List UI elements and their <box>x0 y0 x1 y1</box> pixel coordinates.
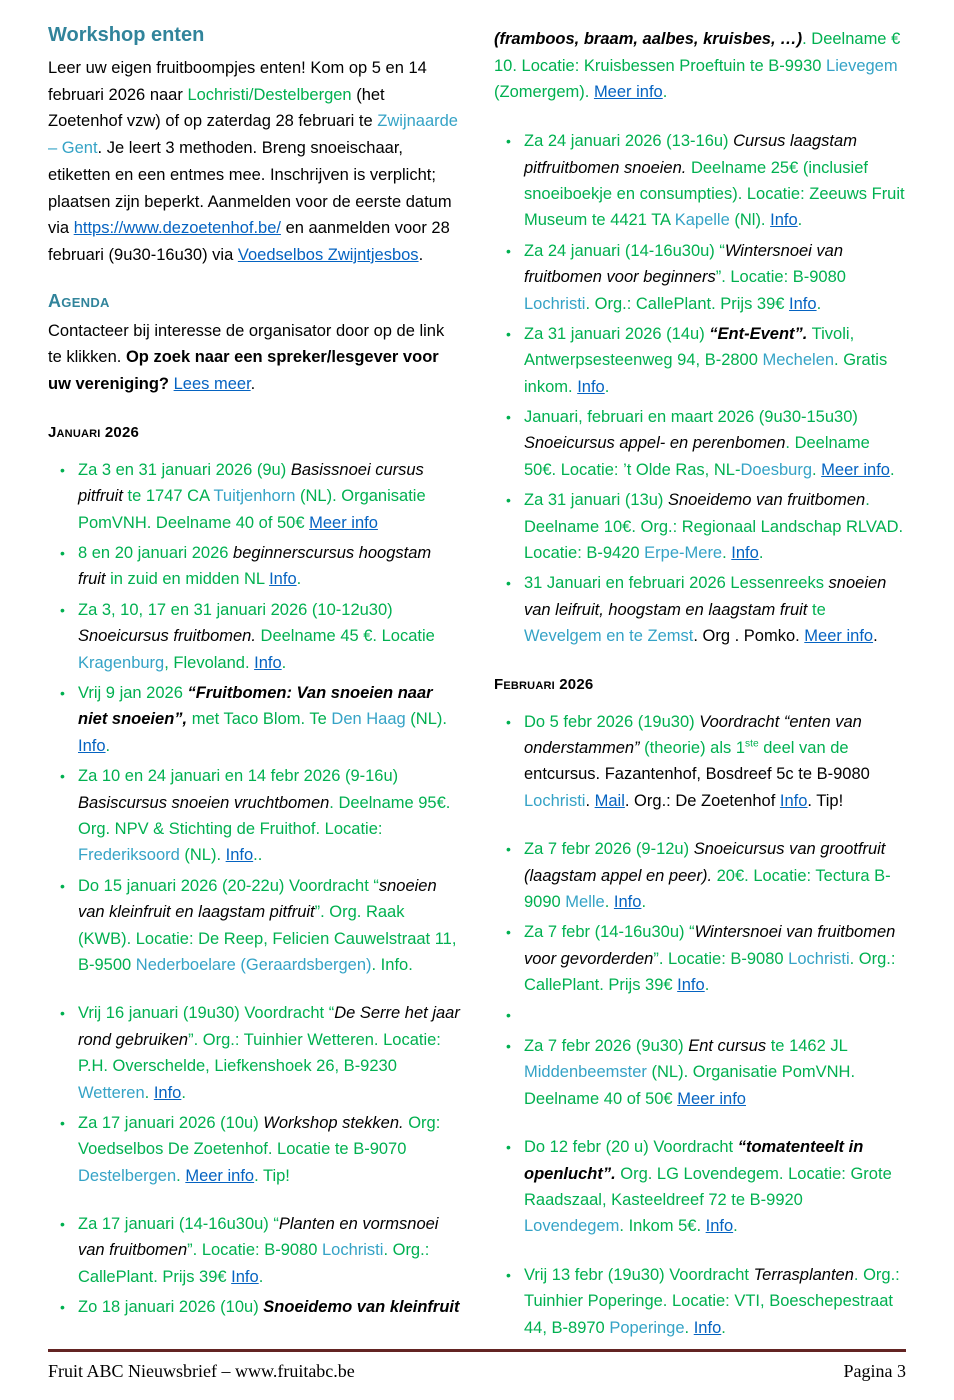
text-segment: . <box>704 976 710 995</box>
agenda-item-text <box>78 763 460 869</box>
bullet-icon: • <box>506 1007 511 1024</box>
text-segment: Wintersnoei van fruitbomen voor beginners <box>524 241 844 287</box>
text-segment: , Flevoland. <box>164 653 255 672</box>
agenda-item-text <box>78 1000 460 1106</box>
text-segment: en aanmelden voor 28 februari (9u30-16u30) via <box>48 219 450 265</box>
text-segment: Januari, februari en maart 2026 (9u30-15u30) <box>524 408 858 427</box>
text-segment: . Org.: CallePlant. Prijs 39€ <box>524 949 896 995</box>
text-segment: .. <box>253 846 263 865</box>
agenda-item <box>494 1262 906 1341</box>
agenda-item <box>48 763 460 869</box>
text-segment: . <box>604 892 614 911</box>
februari-list <box>494 709 906 1341</box>
text-segment: . Org.: CallePlant. Prijs 39€ <box>78 1241 430 1286</box>
bullet-icon: • <box>506 242 511 259</box>
agenda-item-text <box>524 487 906 566</box>
link[interactable]: Meer info <box>804 627 874 646</box>
text-segment: Kapelle <box>674 211 730 230</box>
text-segment: Za 7 febr 2026 (9u30) <box>524 1037 689 1056</box>
text-segment: beginnerscursus hoogstam fruit <box>78 544 432 589</box>
text-segment: te 1747 CA <box>122 487 214 506</box>
agenda-item <box>48 1211 460 1290</box>
agenda-paragraph <box>48 318 460 398</box>
bullet-icon: • <box>60 461 65 478</box>
text-segment: Middenbeemster <box>524 1063 647 1082</box>
text-segment: Do 12 febr (20 u) Voordracht <box>524 1138 738 1157</box>
agenda-item <box>48 457 460 536</box>
bullet-icon: • <box>506 841 511 858</box>
text-segment: (NL). Organisatie PomVNH. Deelname 40 of 50€ <box>78 487 426 532</box>
agenda-item-text <box>78 1211 460 1290</box>
text-segment: ”. Locatie: B-9080 <box>653 949 789 968</box>
text-segment: Workshop stekken. <box>263 1113 404 1132</box>
text-segment: ”. Locatie: B-9080 <box>715 268 846 287</box>
text-segment: 31 Januari en februari 2026 Lessenreeks <box>524 574 829 593</box>
text-segment: Za 3 en 31 januari 2026 (9u) <box>78 460 291 479</box>
januari-list-left <box>48 457 460 1321</box>
agenda-item-text <box>524 836 906 915</box>
text-segment: Deelname 45 €. Locatie <box>255 627 435 646</box>
text-segment: . Je leert 3 methoden. Breng snoeischaar, etiketten en een entmes mee. Inschrijven is verplicht; plaatsen zijn beperkt. Aanmelden voor de eerste datum via <box>48 139 452 238</box>
text-segment: Vrij 9 jan 2026 <box>78 684 188 703</box>
link[interactable]: https://www.dezoetenhof.be/ <box>73 219 281 238</box>
bullet-icon: • <box>60 545 65 562</box>
agenda-item <box>494 1033 906 1112</box>
text-segment: (framboos, braam, aalbes, kruisbes, …) <box>494 30 803 48</box>
text-segment: Lochristi <box>321 1241 384 1260</box>
text-segment: (het Zoetenhof vzw) of op zaterdag 28 februari te <box>48 85 385 131</box>
text-segment: . <box>604 377 610 396</box>
text-segment: Snoeidemo van kleinfruit <box>263 1298 460 1317</box>
text-segment: Poperinge <box>609 1318 685 1337</box>
agenda-item <box>494 404 906 483</box>
text-segment: (theorie) als 1 <box>639 738 746 757</box>
text-segment: snoeien van leifruit, hoogstam en laagstam fruit <box>524 574 887 619</box>
agenda-item-text <box>78 540 460 593</box>
text-segment: “tomatenteelt in openlucht”. <box>524 1138 864 1183</box>
text-segment: . Org.: De Zoetenhof <box>624 791 780 810</box>
agenda-item-text <box>78 1110 460 1189</box>
bullet-icon: • <box>60 1216 65 1233</box>
agenda-item-text <box>524 1002 906 1029</box>
text-segment: . <box>585 791 595 810</box>
text-segment: . <box>250 375 256 394</box>
bullet-icon: • <box>60 1299 65 1316</box>
link[interactable]: Meer info <box>593 83 663 102</box>
link[interactable]: Lees meer <box>173 375 251 394</box>
text-segment: Mechelen <box>762 351 835 370</box>
text-segment: . Info. <box>371 955 413 974</box>
text-segment: snoeien van kleinfruit en laagstam pitfruit <box>78 876 437 922</box>
text-segment: . <box>873 627 878 646</box>
left-column <box>48 16 460 1345</box>
text-segment: Melle <box>565 892 605 911</box>
agenda-item-text <box>78 597 460 676</box>
text-segment: Leer uw eigen fruitboompjes enten! Kom op 5 en 14 februari 2026 naar <box>48 59 427 104</box>
text-segment: . Org . Pomko. <box>693 627 805 646</box>
text-segment: . <box>641 892 647 911</box>
text-segment: 20€. Locatie: Tectura B-9090 <box>524 866 891 911</box>
bullet-icon: • <box>506 409 511 426</box>
link[interactable]: Info <box>78 736 106 755</box>
footer-newsletter-title: Fruit ABC Nieuwsbrief – www.fruitabc.be <box>48 1361 355 1381</box>
text-segment: ”. Locatie: B-9080 <box>187 1241 322 1260</box>
link[interactable]: Info <box>254 653 282 672</box>
agenda-item <box>48 680 460 759</box>
text-segment: . Inkom 5€. <box>619 1217 706 1236</box>
text-segment: Den Haag <box>331 710 406 729</box>
bullet-icon: • <box>506 1266 511 1283</box>
text-segment: . <box>418 246 424 265</box>
bullet-icon: • <box>506 924 511 941</box>
text-segment: Lochristi <box>524 294 586 313</box>
agenda-item-text <box>524 919 906 998</box>
text-segment: met Taco Blom. Te <box>187 710 332 729</box>
text-segment: Nederboelare (Geraardsbergen) <box>135 955 372 974</box>
text-segment: . Deelname 50€. Locatie: ’t Olde Ras, NL- <box>524 434 870 479</box>
text-segment: Snoeicursus van grootfruit (laagstam appel en peer). <box>524 840 886 885</box>
link[interactable]: Info <box>731 544 759 563</box>
text-segment: Vrij 16 januari (19u30) Voordracht “ <box>78 1004 335 1023</box>
agenda-item-text <box>524 404 906 483</box>
text-segment: Za 24 januari (14-16u30u) “ <box>524 241 725 260</box>
intro-paragraph <box>48 55 460 269</box>
text-segment: 8 en 20 januari 2026 <box>78 544 234 563</box>
text-segment: . <box>176 1166 186 1185</box>
text-segment: . <box>144 1083 154 1102</box>
bullet-icon: • <box>506 1038 511 1055</box>
text-segment: Lochristi <box>788 949 850 968</box>
text-segment: . <box>758 544 764 563</box>
agenda-item <box>494 919 906 998</box>
bullet-icon: • <box>506 133 511 150</box>
text-segment: Za 31 januari (13u) <box>524 491 668 510</box>
two-column-layout <box>48 16 906 1345</box>
text-segment: Za 17 januari (14-16u30u) “ <box>78 1215 279 1234</box>
agenda-item <box>48 1000 460 1106</box>
text-segment: . <box>889 460 895 479</box>
text-segment: Wetteren <box>78 1083 145 1102</box>
text-segment: ”. Org. Raak (KWB). Locatie: De Reep, Felicien Cauwelstraat 11, B-9500 <box>78 903 457 974</box>
text-segment: Planten en vormsnoei van fruitbomen <box>78 1215 439 1260</box>
agenda-item-text <box>78 873 460 979</box>
text-segment: . <box>662 83 668 102</box>
text-segment: . <box>797 211 803 230</box>
agenda-item <box>48 1110 460 1189</box>
text-segment: Doesburg <box>740 460 812 479</box>
text-segment: . Deelname 10€. Org.: Regionaal Landschap RLVAD. Locatie: B-9420 <box>524 491 904 563</box>
text-segment: Basiscursus snoeien vruchtbomen <box>78 793 330 812</box>
section-heading-januari: Januari 2026 <box>48 423 140 441</box>
text-segment: . <box>258 1267 264 1286</box>
bullet-icon: • <box>60 685 65 702</box>
bullet-icon: • <box>506 1139 511 1156</box>
agenda-item-text <box>78 680 460 759</box>
agenda-item-text <box>78 1294 460 1321</box>
link[interactable]: Info <box>779 791 808 810</box>
link[interactable]: Info <box>231 1267 259 1286</box>
agenda-item <box>494 128 906 234</box>
text-segment: . <box>722 544 732 563</box>
text-segment: . <box>281 653 287 672</box>
agenda-item <box>48 597 460 676</box>
bullet-icon: • <box>506 325 511 342</box>
text-segment: (Zomergem). <box>494 83 594 102</box>
text-segment: te <box>807 600 826 619</box>
text-segment: Kragenburg <box>78 653 165 672</box>
agenda-item-text <box>78 457 460 536</box>
text-segment: Wevelgem en te Zemst <box>524 627 694 646</box>
agenda-item <box>494 1134 906 1240</box>
page-footer <box>48 1349 906 1382</box>
text-segment: Org: Voedselbos De Zoetenhof. Locatie te B-9070 <box>78 1113 441 1159</box>
agenda-item <box>48 1294 460 1321</box>
agenda-item-text <box>524 128 906 234</box>
text-segment: . Tip! <box>254 1166 290 1185</box>
text-segment: Do 5 febr 2026 (19u30) <box>524 712 700 731</box>
text-segment: Destelbergen <box>78 1166 177 1185</box>
text-segment: Frederiksoord <box>78 846 180 865</box>
text-segment: Snoeicursus fruitbomen. <box>78 627 256 646</box>
bullet-icon: • <box>60 601 65 618</box>
text-segment: Snoeicursus appel- en perenbomen <box>524 434 786 453</box>
text-segment: . <box>105 736 111 755</box>
bullet-icon: • <box>506 713 511 730</box>
agenda-heading: Agenda <box>48 290 110 311</box>
text-segment: Tivoli, Antwerpsesteenweg 94, B-2800 <box>524 324 855 370</box>
bullet-icon: • <box>60 1005 65 1022</box>
text-segment: Op zoek naar een spreker/lesgever voor uw vereniging? <box>48 348 439 394</box>
text-segment: Cursus laagstam pitfruitbomen snoeien. <box>524 132 857 177</box>
text-segment: . Deelname 95€. Org. NPV & Stichting de Fruithof. Locatie: <box>78 793 451 838</box>
text-segment: Za 7 febr (14-16u30u) “ <box>524 923 695 942</box>
agenda-item <box>494 836 906 915</box>
text-segment: . Gratis inkom. <box>524 351 888 396</box>
agenda-item-text <box>524 570 906 649</box>
agenda-item-text <box>524 238 906 317</box>
text-segment: Lievegem <box>826 56 898 75</box>
text-segment: Za 31 januari 2026 (14u) <box>524 324 710 343</box>
link[interactable]: Meer info <box>821 460 890 479</box>
agenda-item <box>494 709 906 815</box>
text-segment: Tuitjenhorn <box>213 487 296 506</box>
agenda-item-text <box>524 1262 906 1341</box>
link[interactable]: Meer info <box>185 1166 255 1185</box>
text-segment: Snoeidemo van fruitbomen <box>668 491 866 510</box>
text-segment: “Ent-Event”. <box>709 324 808 343</box>
link[interactable]: Info <box>153 1083 182 1102</box>
text-segment: De Serre het jaar rond gebruiken <box>78 1004 460 1049</box>
text-segment: “Fruitbomen: Van snoeien naar niet snoeien”, <box>78 684 433 729</box>
text-segment: . <box>812 460 822 479</box>
text-segment: Lochristi/Destelbergen <box>187 85 352 104</box>
section-heading-februari: Februari 2026 <box>494 675 594 693</box>
footer-page-number: Pagina 3 <box>843 1361 906 1381</box>
text-segment: Do 15 januari 2026 (20-22u) Voordracht “ <box>78 876 379 895</box>
text-segment: . <box>733 1217 738 1236</box>
link[interactable]: Meer info <box>677 1089 746 1108</box>
right-column <box>494 16 906 1345</box>
agenda-item <box>494 238 906 317</box>
text-segment: Lovendegem <box>524 1217 620 1236</box>
text-segment: Terrasplanten <box>753 1265 854 1284</box>
text-segment: ste <box>745 738 759 750</box>
text-segment: Deelname 25€ (inclusief snoeiboekje en consumpties). Locatie: Zeeuws Fruit Museum te 4421 TA <box>524 158 905 230</box>
text-segment: Ent cursus <box>688 1037 767 1056</box>
agenda-item <box>48 540 460 593</box>
text-segment: (NL). Organisatie PomVNH. Deelname 40 of 50€ <box>524 1063 856 1108</box>
text-segment: Za 10 en 24 januari en 14 febr 2026 (9-16u) <box>78 767 399 786</box>
text-segment: Erpe-Mere <box>644 544 723 563</box>
text-segment: Za 3, 10, 17 en 31 januari 2026 (10-12u30) <box>78 600 393 619</box>
link[interactable]: Info <box>225 846 254 865</box>
text-segment: ”. Org.: Tuinhier Wetteren. Locatie: P.H. Overschelde, Liefkenshoek 26, B-9230 <box>78 1030 441 1076</box>
text-segment: Org. LG Lovendegem. Locatie: Grote Raadszaal, Kasteeldreef 72 te B-9920 <box>524 1164 892 1210</box>
text-segment: . <box>684 1318 694 1337</box>
agenda-item <box>494 487 906 566</box>
agenda-item-text <box>524 321 906 400</box>
text-segment: entcursus. Fazantenhof, Bosdreef 5c te B-9080 <box>524 765 870 784</box>
agenda-item <box>48 873 460 979</box>
bullet-icon: • <box>60 1114 65 1131</box>
text-segment: . Org.: CallePlant. Prijs 39€ <box>585 294 790 313</box>
link[interactable]: Info <box>577 377 605 396</box>
text-segment: Zwijnaarde – Gent <box>48 112 458 158</box>
text-segment: . <box>296 570 302 589</box>
link[interactable]: Info <box>789 294 817 313</box>
text-segment: te 1462 JL <box>766 1037 848 1056</box>
text-segment: Wintersnoei van fruitbomen voor gevorderden <box>524 923 896 968</box>
link[interactable]: Info <box>269 570 297 589</box>
link[interactable]: Meer info <box>309 513 378 532</box>
text-segment: Lochristi <box>524 791 586 810</box>
bullet-icon: • <box>60 768 65 785</box>
text-segment: . <box>721 1318 726 1337</box>
link[interactable]: Info <box>693 1318 722 1337</box>
text-segment: (Nl). <box>729 211 771 230</box>
text-segment: Za 24 januari 2026 (13-16u) <box>524 132 734 151</box>
agenda-item-text <box>524 1134 906 1240</box>
text-segment: (NL). <box>179 846 226 865</box>
link[interactable]: Info <box>677 976 705 995</box>
text-segment: (NL). <box>405 710 447 729</box>
text-segment: Za 17 januari 2026 (10u) <box>78 1113 264 1132</box>
agenda-item <box>494 321 906 400</box>
text-segment: . <box>181 1083 186 1102</box>
bullet-icon: • <box>60 877 65 894</box>
continuation-paragraph <box>494 26 906 106</box>
agenda-item <box>494 570 906 649</box>
text-segment: . Org.: Tuinhier Poperinge. Locatie: VTI, Boeschepestraat 44, B-8970 <box>524 1265 900 1337</box>
link[interactable]: Info <box>613 892 642 911</box>
text-segment: . Deelname € 10. Locatie: Kruisbessen Proeftuin te B-9930 <box>494 30 901 75</box>
text-segment: deel van de <box>758 738 849 757</box>
text-segment: Za 7 febr 2026 (9-12u) <box>524 840 694 859</box>
agenda-item-text <box>524 709 906 815</box>
link[interactable]: Mail <box>594 791 625 810</box>
agenda-item <box>494 1002 906 1029</box>
link[interactable]: Info <box>705 1217 734 1236</box>
bullet-icon: • <box>506 492 511 509</box>
januari-list-right <box>494 128 906 649</box>
text-segment: Basissnoei cursus pitfruit <box>78 460 424 506</box>
text-segment: Zo 18 januari 2026 (10u) <box>78 1298 264 1317</box>
text-segment: in zuid en midden NL <box>105 570 270 589</box>
text-segment: Contacteer bij interesse de organisator door op de link te klikken. <box>48 321 445 367</box>
text-segment: . <box>816 294 822 313</box>
page-title: Workshop enten <box>48 24 205 46</box>
bullet-icon: • <box>506 575 511 592</box>
link[interactable]: Voedselbos Zwijntjesbos <box>237 246 419 265</box>
text-segment: Voordracht “enten van onderstammen” <box>524 712 862 757</box>
text-segment: Vrij 13 febr (19u30) Voordracht <box>524 1265 754 1284</box>
link[interactable]: Info <box>770 211 798 230</box>
text-segment: . Tip! <box>807 791 844 810</box>
agenda-item-text <box>524 1033 906 1112</box>
